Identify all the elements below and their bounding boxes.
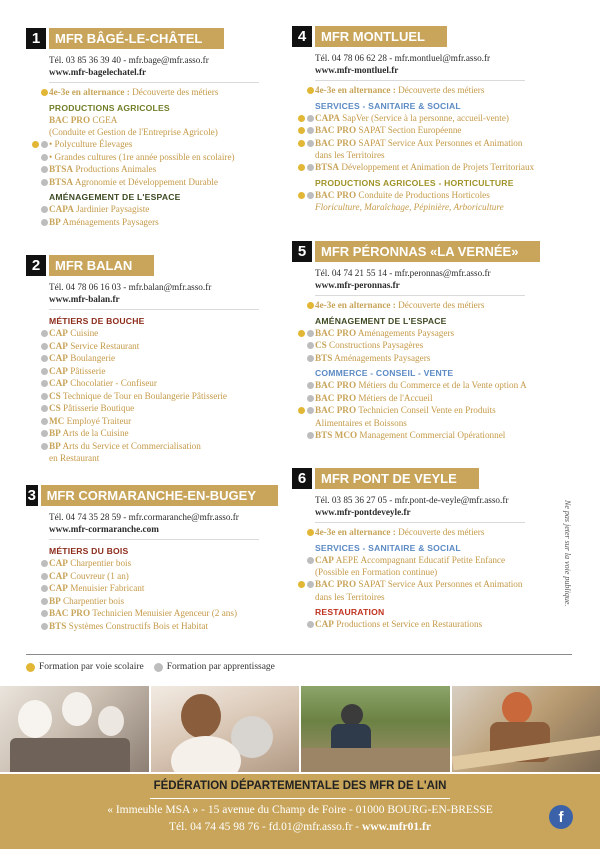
apprentissage-dot [307,395,314,402]
contact-line: Tél. 04 74 21 55 14 - mfr.peronnas@mfr.asso.fr [315,268,491,278]
program-line [26,216,278,229]
program-line [292,124,554,137]
program-level: BAC PRO [315,405,357,415]
scolaire-dot [32,141,39,148]
program-level: CS [49,403,61,413]
program-name: Jardinier Paysagiste [76,204,150,214]
footer-address: « Immeuble MSA » - 15 avenue du Champ de Foire - 01000 BOURG-EN-BRESSE [107,804,493,816]
program-line [26,151,278,164]
apprentissage-dot [41,355,48,362]
website-link[interactable]: www.mfr-bagelechatel.fr [49,66,147,77]
program-name: SAPAT Section Européenne [358,125,462,135]
program-line [26,203,278,216]
scolaire-dot [307,529,314,536]
program-line [26,365,278,378]
mfr-bage-block [26,28,278,228]
intro-text: Découverte des métiers [398,85,485,95]
category-title: SERVICES - SANITAIRE & SOCIAL [315,100,461,111]
apprentissage-dot [307,355,314,362]
program-name: • Grandes cultures (1re année possible en scolaire) [49,151,235,162]
program-level: BTS [49,620,67,631]
program-name: Charpentier bois [63,595,125,606]
apprentissage-dot [41,430,48,437]
program-line [26,377,278,390]
program-name: Chocolatier - Confiseur [70,378,157,388]
program-line [26,138,278,151]
category-title: MÉTIERS DE BOUCHE [49,316,145,326]
program-level: BTSA [49,176,74,187]
program-name: Technicien Conseil Vente en Produits [358,405,496,415]
contact-info [49,282,278,305]
scolaire-dot [307,302,314,309]
program-level: CAP [49,328,68,338]
program-line [292,392,554,405]
apprentissage-dot [41,623,48,630]
program-level: CAP [49,340,68,351]
program-level: CS [49,390,61,401]
program-level: CAP [49,583,68,593]
side-note: Ne pas jeter sur la voie publique. [563,500,572,607]
intro-line [292,299,554,312]
program-level: CS [315,340,327,350]
program-line [292,429,554,442]
contact-info [315,53,554,76]
apprentissage-dot [307,140,314,147]
program-name: Charpentier bois [70,558,132,568]
category-title: PRODUCTIONS AGRICOLES - HORTICULTURE [315,177,514,188]
block-header [292,468,554,489]
apprentissage-dot [307,330,314,337]
contact-line: Tél. 03 85 36 27 05 - mfr.pont-de-veyle@mfr.asso.fr [315,495,509,505]
program-line [26,126,278,138]
program-line [292,404,554,417]
program-name: Service Restaurant [70,340,140,351]
block-number: 3 [27,487,36,504]
program-name: en Restaurant [49,453,100,463]
intro-text: Découverte des métiers [398,527,485,537]
program-line [26,570,278,583]
program-name: • Polyculture Élevages [49,139,133,149]
program-name: CGEA [92,114,118,125]
scolaire-dot [41,89,48,96]
intro-label: 4e-3e en alternance : [315,85,396,95]
program-name: dans les Territoires [315,591,385,602]
intro-text: Découverte des métiers [132,87,219,97]
program-line [26,452,278,464]
program-name: Technicien Menuisier Agenceur (2 ans) [92,608,238,618]
apprentissage-dot [307,581,314,588]
contact-info [49,55,278,78]
block-title: MFR BÂGÉ-LE-CHÂTEL [49,28,224,49]
photo-strip [0,686,600,772]
block-header [292,241,554,262]
program-line [292,137,554,150]
program-name: Conduite de Productions Horticoles [358,189,490,200]
apprentissage-dot [41,166,48,173]
program-line [26,440,278,453]
block-number: 2 [26,255,46,276]
program-line [26,620,278,633]
program-name: Pâtisserie Boutique [63,403,135,413]
footer-contact [0,821,600,833]
apprentissage-dot [41,343,48,350]
program-line [292,149,554,161]
program-level: CAP [49,378,68,388]
program-line [26,415,278,428]
program-line [26,176,278,189]
footer-website-link[interactable]: www.mfr01.fr [361,821,431,833]
intro-line [292,526,554,539]
intro-label: 4e-3e en alternance : [49,87,130,97]
apprentissage-dot [41,179,48,186]
legend-item-scolaire [26,662,144,672]
program-level: BTS [315,352,333,363]
apprentissage-dot [41,393,48,400]
program-name: Productions et Service en Restaurations [336,618,483,629]
program-line [292,201,554,213]
program-level: BP [49,595,61,606]
mfr-peronnas-block [292,241,554,441]
program-line [26,402,278,415]
program-line [26,607,278,620]
program-name: Aménagements Paysagers [334,352,431,363]
scolaire-dot [298,407,305,414]
block-header [26,255,278,276]
program-line [292,339,554,352]
program-line [26,390,278,403]
program-name: Constructions Paysagères [329,340,424,350]
apprentissage-dot [41,154,48,161]
scolaire-dot [298,192,305,199]
program-name: Aménagements Paysagers [62,216,159,227]
website-link[interactable]: www.mfr-peronnas.fr [315,279,400,290]
legend-item-apprentissage [154,662,275,672]
program-line [26,327,278,340]
program-name: Management Commercial Opérationnel [359,429,506,440]
intro-label: 4e-3e en alternance : [315,527,396,537]
program-name: Agronomie et Développement Durable [74,176,218,187]
scolaire-dot [298,115,305,122]
contact-line: Tél. 04 78 06 16 03 - mfr.balan@mfr.asso.fr [49,282,212,292]
apprentissage-dot [307,432,314,439]
program-detail: Floriculture, Maraîchage, Pépinière, Arboriculture [315,202,504,212]
program-name: Développement et Animation de Projets Territoriaux [341,162,535,172]
program-name: Aménagements Paysagers [357,327,455,338]
intro-label: 4e-3e en alternance : [315,300,396,310]
program-line [26,557,278,570]
program-name: (Conduite et Gestion de l'Entreprise Agricole) [49,127,218,137]
program-line [292,417,554,429]
website-link[interactable]: www.mfr-pontdeveyle.fr [315,506,411,517]
program-line [292,618,554,631]
program-line [292,327,554,340]
program-line [26,340,278,353]
program-name: Alimentaires et Boissons [315,417,407,428]
apprentissage-dot [41,141,48,148]
footer-title: FÉDÉRATION DÉPARTEMENTALE DES MFR DE L'AIN [153,780,447,792]
intro-line [292,84,554,97]
program-level: BTSA [315,162,340,172]
scolaire-dot [298,330,305,337]
apprentissage-dot [41,380,48,387]
program-name: Boulangerie [70,353,116,363]
contact-line: Tél. 03 85 36 39 40 - mfr.bage@mfr.asso.fr [49,55,209,65]
apprentissage-dot [41,610,48,617]
block-title: MFR CORMARANCHE-EN-BUGEY [41,485,278,506]
divider [150,798,450,799]
divider [26,654,572,655]
program-name: Productions Animales [75,164,157,174]
program-level: BAC PRO [315,189,357,200]
block-title: MFR MONTLUEL [315,26,447,47]
category-title: AMÉNAGEMENT DE L'ESPACE [49,192,181,202]
program-level: CAP [49,353,68,363]
legend-label: Formation par apprentissage [166,662,275,672]
contact-info [49,512,278,535]
program-name: Métiers du Commerce et de la Vente option A [358,380,527,390]
apprentissage-dot [41,405,48,412]
block-number: 6 [292,468,312,489]
program-name: Cuisine [70,328,99,338]
apprentissage-dot [307,407,314,414]
website-link[interactable]: www.mfr-montluel.fr [315,64,399,75]
program-line [292,161,554,174]
apprentissage-dot [307,192,314,199]
program-line [292,112,554,125]
website-link[interactable]: www.mfr-cormaranche.com [49,523,159,534]
program-level: CAP [315,618,334,629]
program-line [292,379,554,392]
apprentissage-dot [41,443,48,450]
apprentissage-dot [307,164,314,171]
mfr-pont-de-veyle-block [292,468,554,630]
program-level: BAC PRO [315,380,357,390]
apprentissage-dot [307,557,314,564]
block-number: 4 [292,26,312,47]
apprentissage-dot [154,663,163,672]
apprentissage-dot [41,598,48,605]
program-line [292,591,554,603]
apprentissage-dot [307,115,314,122]
apprentissage-dot [41,219,48,226]
program-level: CAP [49,558,68,568]
program-name: dans les Territoires [315,150,385,160]
program-line [292,554,554,567]
program-name: Technique de Tour en Boulangerie Pâtisserie [62,390,228,401]
mfr-cormaranche-block [26,485,278,632]
block-title: MFR PÉRONNAS «LA VERNÉE» [315,241,540,262]
photo-woodwork [452,686,600,772]
category-title: RESTAURATION [315,606,385,617]
apprentissage-dot [41,330,48,337]
program-level: BP [49,440,61,451]
intro-line [26,86,278,99]
program-name: Métiers de l'Accueil [358,392,433,403]
program-line [26,427,278,440]
category-title: PRODUCTIONS AGRICOLES [49,102,170,113]
block-title: MFR PONT DE VEYLE [315,468,479,489]
program-name: (Possible en Formation continue) [315,567,438,577]
apprentissage-dot [41,560,48,567]
category-title: SERVICES - SANITAIRE & SOCIAL [315,542,461,553]
website-link[interactable]: www.mfr-balan.fr [49,293,120,304]
category-title: AMÉNAGEMENT DE L'ESPACE [315,315,447,326]
program-level: BAC PRO [315,125,357,135]
photo-landscaping [301,686,450,772]
divider [49,309,259,310]
program-line [292,189,554,202]
photo-cooking [0,686,149,772]
program-name: Employé Traiteur [66,415,132,426]
block-header [26,485,278,506]
divider [315,295,525,296]
program-line [292,578,554,591]
scolaire-dot [298,140,305,147]
apprentissage-dot [41,206,48,213]
program-line [26,114,278,127]
program-level: CAPA [49,204,74,214]
program-level: BP [49,216,61,227]
apprentissage-dot [41,585,48,592]
program-name: Arts de la Cuisine [62,428,129,438]
program-level: BTS MCO [315,429,358,440]
program-level: CAP [49,570,68,581]
program-level: BAC PRO [49,114,91,125]
program-line [292,352,554,365]
program-level: BAC PRO [315,137,357,148]
contact-line: Tél. 04 78 06 62 28 - mfr.montluel@mfr.asso.fr [315,53,491,63]
divider [315,80,525,81]
contact-info [315,495,554,518]
apprentissage-dot [307,621,314,628]
program-level: BP [49,428,61,438]
program-name: AEPE Accompagnant Educatif Petite Enfance [335,554,506,565]
program-level: BAC PRO [315,392,357,403]
program-level: CAP [49,365,68,376]
legend [26,662,279,672]
footer [0,774,600,849]
program-level: BAC PRO [315,327,357,338]
scolaire-dot [298,127,305,134]
legend-label: Formation par voie scolaire [39,662,144,672]
apprentissage-dot [41,368,48,375]
program-name: SAPAT Service Aux Personnes et Animation [358,579,523,589]
scolaire-dot [298,164,305,171]
mfr-balan-block [26,255,278,464]
apprentissage-dot [307,342,314,349]
contact-line: Tél. 04 74 35 28 59 - mfr.cormaranche@mfr.asso.fr [49,512,239,522]
program-name: Couvreur (1 an) [70,570,129,581]
program-level: CAP [315,554,334,565]
apprentissage-dot [41,418,48,425]
program-name: Systèmes Constructifs Bois et Habitat [68,620,209,631]
apprentissage-dot [41,573,48,580]
program-level: MC [49,415,65,426]
program-name: SapVer (Service à la personne, accueil-vente) [342,112,509,123]
program-line [292,566,554,578]
scolaire-dot [26,663,35,672]
intro-text: Découverte des métiers [398,300,485,310]
footer-phone-email: Tél. 04 74 45 98 76 - fd.01@mfr.asso.fr - [169,821,362,833]
photo-care [151,686,300,772]
program-line [26,595,278,608]
program-level: CAPA [315,112,340,123]
program-level: BTSA [49,164,74,174]
block-header [26,28,278,49]
program-name: Pâtisserie [70,365,106,376]
block-title: MFR BALAN [49,255,154,276]
program-level: BAC PRO [49,608,91,618]
divider [315,522,525,523]
scolaire-dot [298,581,305,588]
category-title: MÉTIERS DU BOIS [49,546,129,556]
program-name: Menuisier Fabricant [70,583,145,593]
program-name: Arts du Service et Commercialisation [62,440,201,451]
divider [49,82,259,83]
program-level: BAC PRO [315,579,357,589]
block-header [292,26,554,47]
program-name: SAPAT Service Aux Personnes et Animation [358,137,523,148]
contact-info [315,268,554,291]
category-title: COMMERCE - CONSEIL - VENTE [315,368,454,378]
program-line [26,582,278,595]
scolaire-dot [307,87,314,94]
block-number: 5 [292,241,312,262]
divider [49,539,259,540]
apprentissage-dot [307,127,314,134]
program-line [26,163,278,176]
facebook-icon[interactable]: f [549,805,573,829]
program-line [26,352,278,365]
mfr-montluel-block [292,26,554,213]
block-number: 1 [26,28,46,49]
apprentissage-dot [307,382,314,389]
